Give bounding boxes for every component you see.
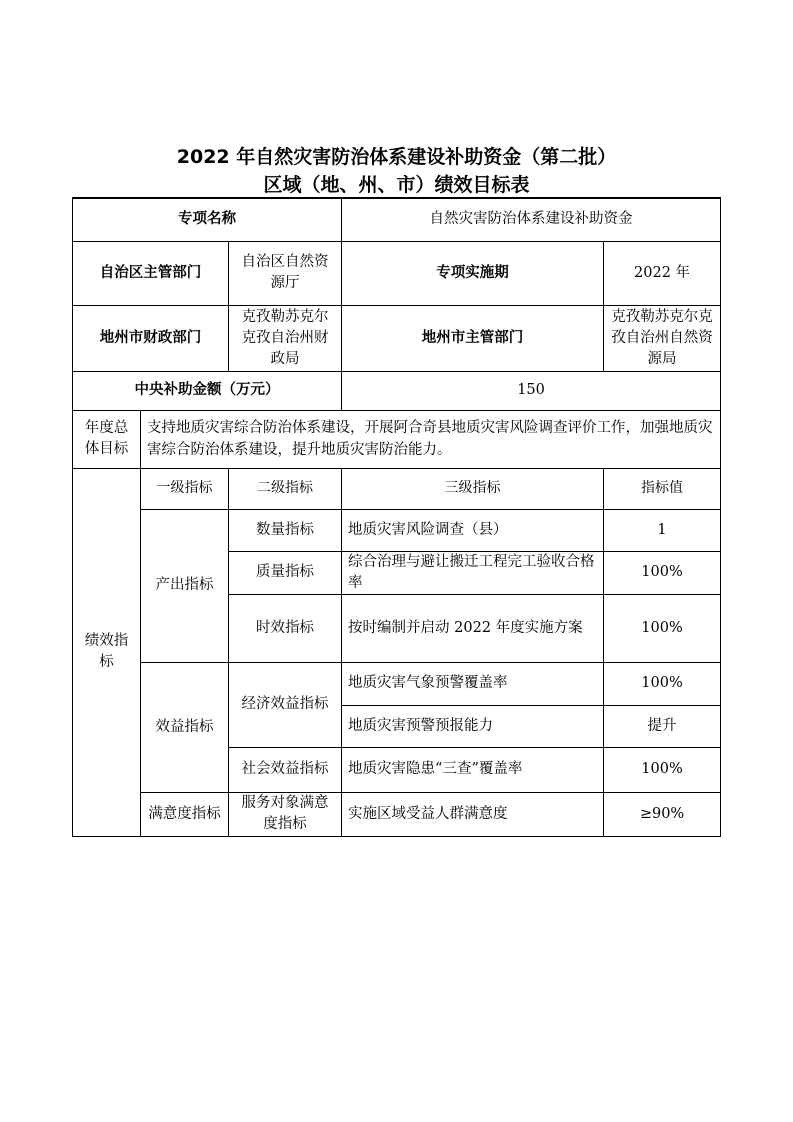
timeliness-value: 100% — [604, 594, 721, 662]
quality-indicator: 综合治理与避让搬迁工程完工验收合格率 — [342, 551, 604, 594]
finance-dept-value: 克孜勒苏克尔克孜自治州财政局 — [229, 305, 342, 371]
economic-value-1: 100% — [604, 662, 721, 705]
region-dept-label: 自治区主管部门 — [73, 241, 229, 305]
city-dept-label: 地州市主管部门 — [342, 305, 604, 371]
header-level1: 一级指标 — [141, 468, 229, 509]
quantity-indicator-label: 数量指标 — [229, 509, 342, 551]
economic-indicator-2: 地质灾害预警预报能力 — [342, 705, 604, 747]
document-title: 2022 年自然灾害防治体系建设补助资金（第二批） — [176, 146, 617, 168]
header-level2: 二级指标 — [229, 468, 342, 509]
period-label: 专项实施期 — [342, 241, 604, 305]
header-level3: 三级指标 — [342, 468, 604, 509]
finance-dept-label: 地州市财政部门 — [73, 305, 229, 371]
subsidy-value: 150 — [342, 371, 721, 410]
region-dept-value: 自治区自然资源厅 — [229, 241, 342, 305]
quality-value: 100% — [604, 551, 721, 594]
quantity-value: 1 — [604, 509, 721, 551]
annual-goal-label: 年度总体目标 — [73, 410, 141, 468]
quantity-indicator: 地质灾害风险调查（县） — [342, 509, 604, 551]
timeliness-indicator: 按时编制并启动 2022 年度实施方案 — [342, 594, 604, 662]
social-benefit-label: 社会效益指标 — [229, 747, 342, 792]
social-indicator: 地质灾害隐患“三查”覆盖率 — [342, 747, 604, 792]
project-name-value: 自然灾害防治体系建设补助资金 — [342, 198, 721, 241]
service-indicator: 实施区域受益人群满意度 — [342, 792, 604, 836]
performance-indicators-label: 绩效指标 — [73, 468, 141, 836]
service-value: ≥90% — [604, 792, 721, 836]
economic-value-2: 提升 — [604, 705, 721, 747]
annual-goal-text: 支持地质灾害综合防治体系建设，开展阿合奇县地质灾害风险调查评价工作，加强地质灾害综合防治体系建设，提升地质灾害防治能力。 — [141, 410, 721, 468]
quality-indicator-label: 质量指标 — [229, 551, 342, 594]
period-value: 2022 年 — [604, 241, 721, 305]
header-value: 指标值 — [604, 468, 721, 509]
subsidy-label: 中央补助金额（万元） — [73, 371, 342, 410]
benefit-indicators-label: 效益指标 — [141, 662, 229, 792]
city-dept-value: 克孜勒苏克尔克孜自治州自然资源局 — [604, 305, 721, 371]
economic-indicator-1: 地质灾害气象预警覆盖率 — [342, 662, 604, 705]
document-subtitle: 区域（地、州、市）绩效目标表 — [263, 174, 530, 196]
service-satisfaction-label: 服务对象满意度指标 — [229, 792, 342, 836]
social-value: 100% — [604, 747, 721, 792]
output-indicators-label: 产出指标 — [141, 509, 229, 662]
economic-benefit-label: 经济效益指标 — [229, 662, 342, 747]
satisfaction-indicators-label: 满意度指标 — [141, 792, 229, 836]
project-name-label: 专项名称 — [73, 198, 342, 241]
performance-target-table — [72, 197, 721, 837]
timeliness-indicator-label: 时效指标 — [229, 594, 342, 662]
